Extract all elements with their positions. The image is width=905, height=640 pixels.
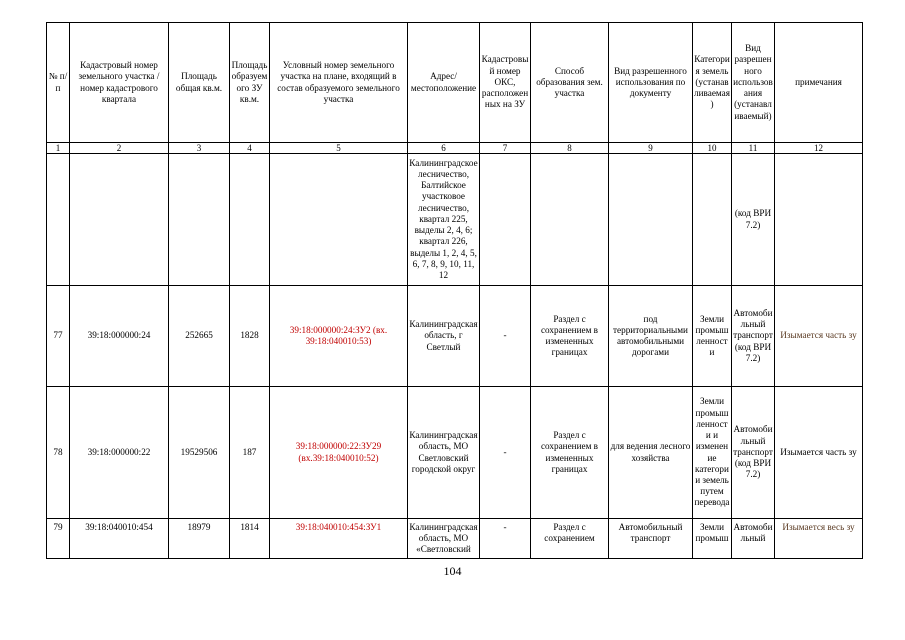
column-number: 10	[693, 143, 732, 154]
table-cell	[531, 154, 609, 286]
table-cell: Раздел с сохранением в измененных границах	[531, 286, 609, 387]
table-cell: 187	[230, 387, 270, 519]
table-cell: 252665	[169, 286, 230, 387]
table-cell: Калининградская область, МО Светловский городской округ	[408, 387, 480, 519]
table-cell: Автомобильный транспорт (код ВРИ 7.2)	[732, 387, 775, 519]
column-number: 4	[230, 143, 270, 154]
header-cell: Адрес/ местоположение	[408, 23, 480, 143]
table-cell	[270, 154, 408, 286]
table-cell: Раздел с сохранением в измененных границах	[531, 387, 609, 519]
table-cell: под территориальными автомобильными дорогами	[609, 286, 693, 387]
column-number: 7	[480, 143, 531, 154]
table-cell: 39:18:000000:24	[70, 286, 169, 387]
header-cell: Площадь образуемого ЗУ кв.м.	[230, 23, 270, 143]
table-cell: 39:18:000000:24:ЗУ2 (вх. 39:18:040010:53)	[270, 286, 408, 387]
header-cell: № п/п	[47, 23, 70, 143]
header-cell: Способ образования зем. участка	[531, 23, 609, 143]
table-cell	[47, 154, 70, 286]
table-cell: 39:18:040010:454	[70, 519, 169, 559]
table-cell: Изымается весь зу	[775, 519, 863, 559]
table-cell: 78	[47, 387, 70, 519]
table-cell	[230, 154, 270, 286]
table-row	[47, 286, 863, 387]
column-number: 2	[70, 143, 169, 154]
column-number: 12	[775, 143, 863, 154]
table-header-row	[47, 23, 863, 143]
table-cell: 39:18:000000:22:ЗУ29 (вх.39:18:040010:52)	[270, 387, 408, 519]
table-cell	[609, 154, 693, 286]
table-cell: Автомобильный транспорт (код ВРИ 7.2)	[732, 286, 775, 387]
table-cell: 39:18:040010:454:ЗУ1	[270, 519, 408, 559]
table-cell: для ведения лесного хозяйства	[609, 387, 693, 519]
column-number: 8	[531, 143, 609, 154]
table-cell: Земли промыш	[693, 519, 732, 559]
table-cell: -	[480, 519, 531, 559]
table-cell: 79	[47, 519, 70, 559]
table-cell: Автомобильный	[732, 519, 775, 559]
table-cell: Изымается часть зу	[775, 387, 863, 519]
header-cell: примечания	[775, 23, 863, 143]
column-number: 3	[169, 143, 230, 154]
table-cell	[775, 154, 863, 286]
table-cell: 1828	[230, 286, 270, 387]
header-cell: Категория земель (устанавливаемая)	[693, 23, 732, 143]
table-cell: 39:18:000000:22	[70, 387, 169, 519]
header-cell: Кадастровый номер земельного участка /номер кадастрового квартала	[70, 23, 169, 143]
land-plots-table	[46, 22, 863, 559]
table-cell: 1814	[230, 519, 270, 559]
table-row	[47, 154, 863, 286]
table-cell: Калининградское лесничество, Балтийское участковое лесничество, квартал 225, выделы 2, 4, 6; квартал 226, выделы 1, 2, 4, 5, 6, 7, 8, 9, 10, 11, 12	[408, 154, 480, 286]
column-number: 6	[408, 143, 480, 154]
header-cell: Вид разрешенного использования (устанавливаемый)	[732, 23, 775, 143]
column-number: 1	[47, 143, 70, 154]
column-number: 5	[270, 143, 408, 154]
column-number-row	[47, 143, 863, 154]
table-cell	[169, 154, 230, 286]
table-cell	[480, 154, 531, 286]
table-row	[47, 387, 863, 519]
table-cell: Автомобильный транспорт	[609, 519, 693, 559]
table-cell: (код ВРИ 7.2)	[732, 154, 775, 286]
table-cell: Калининградская область, МО «Светловский	[408, 519, 480, 559]
table-cell: Земли промышленности и изменение категории земель путем перевода	[693, 387, 732, 519]
table-cell: Калининградская область, г Светлый	[408, 286, 480, 387]
column-number: 9	[609, 143, 693, 154]
table-cell: 19529506	[169, 387, 230, 519]
page-number: 104	[443, 564, 462, 578]
table-cell: Земли промышленности	[693, 286, 732, 387]
header-cell: Кадастровый номер ОКС, расположенных на ЗУ	[480, 23, 531, 143]
table-cell: -	[480, 387, 531, 519]
table-cell	[693, 154, 732, 286]
table-row	[47, 519, 863, 559]
header-cell: Площадь общая кв.м.	[169, 23, 230, 143]
column-number: 11	[732, 143, 775, 154]
table-cell: Раздел с сохранением	[531, 519, 609, 559]
header-cell: Условный номер земельного участка на плане, входящий в состав образуемого земельного участка	[270, 23, 408, 143]
table-cell: 77	[47, 286, 70, 387]
table-cell	[70, 154, 169, 286]
table-cell: 18979	[169, 519, 230, 559]
header-cell: Вид разрешенного использования по документу	[609, 23, 693, 143]
table-cell: -	[480, 286, 531, 387]
table-cell: Изымается часть зу	[775, 286, 863, 387]
